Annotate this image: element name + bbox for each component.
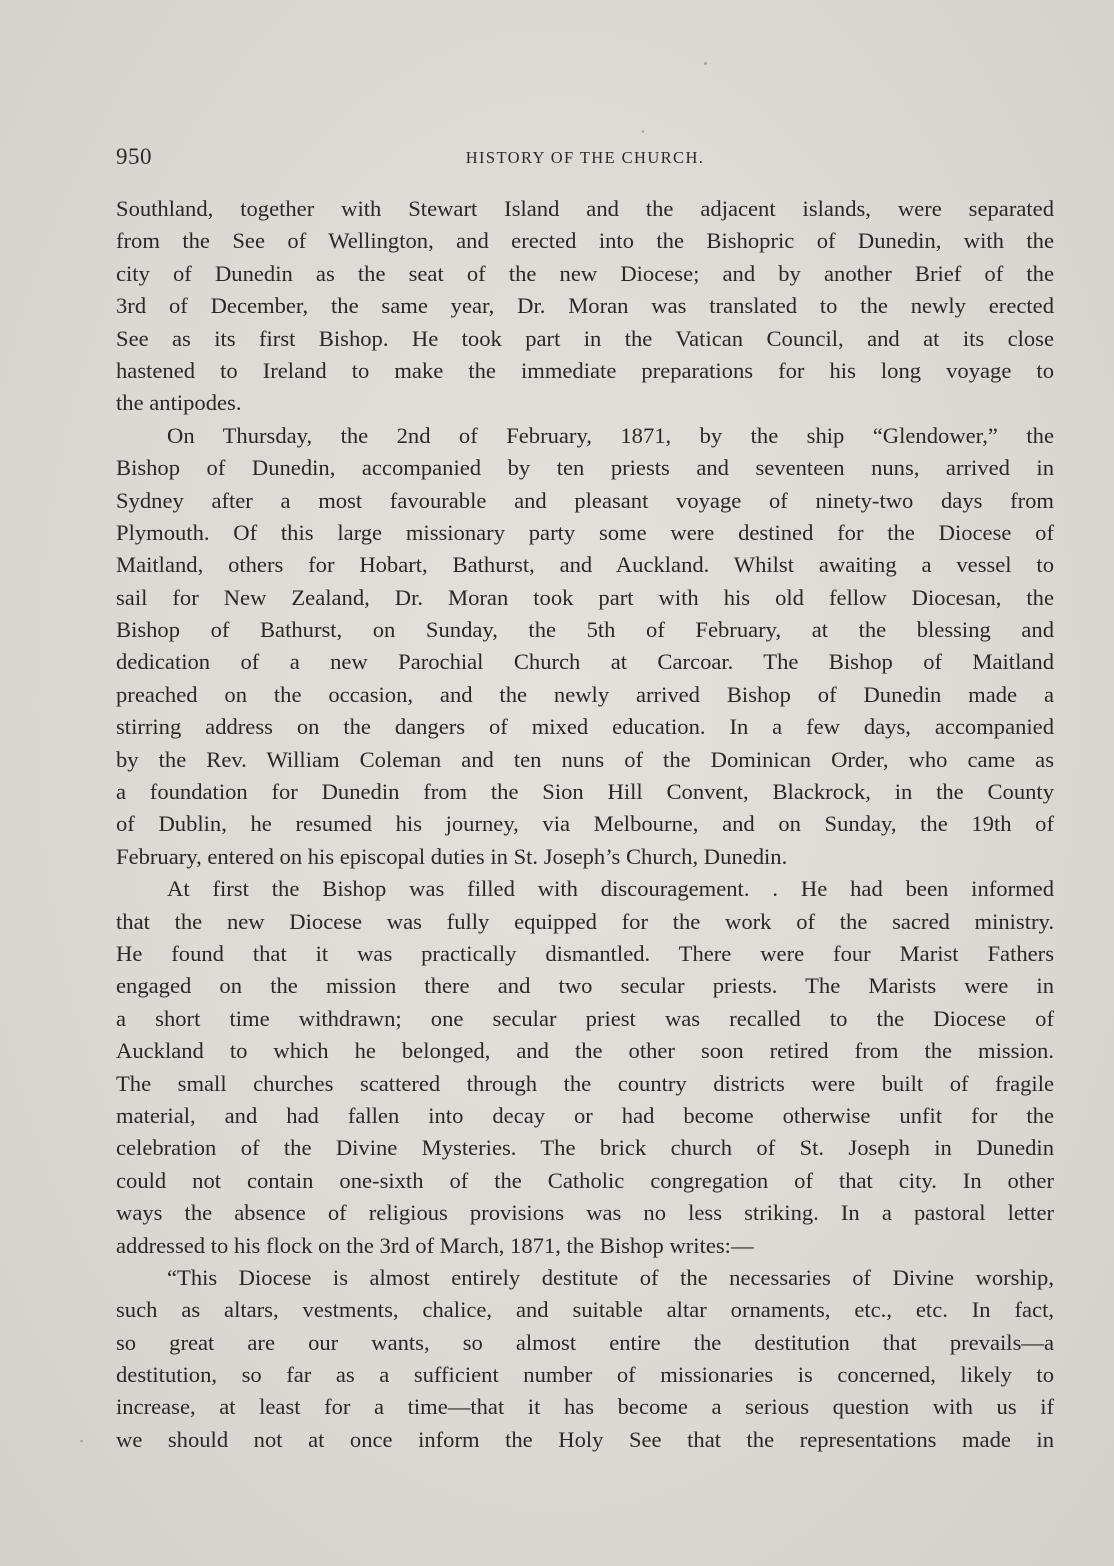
text-line: engaged on the mission there and two secular priests. The Marists were in	[116, 973, 1054, 999]
paragraph	[116, 420, 1054, 873]
text-line: could not contain one-sixth of the Catholic congregation of that city. In other	[116, 1167, 1054, 1193]
text-line: hastened to Ireland to make the immediate preparations for his long voyage to	[116, 357, 1054, 383]
body-text	[116, 193, 1054, 1456]
text-line: Bishop of Bathurst, on Sunday, the 5th of February, at the blessing and	[116, 617, 1054, 643]
paper-speck	[80, 1440, 83, 1442]
text-line: On Thursday, the 2nd of February, 1871, by the ship “Glendower,” the	[167, 422, 1054, 448]
text-line: sail for New Zealand, Dr. Moran took part with his old fellow Diocesan, the	[116, 584, 1054, 610]
text-line: by the Rev. William Coleman and ten nuns of the Dominican Order, who came as	[116, 746, 1054, 772]
text-line: ways the absence of religious provisions was no less striking. In a pastoral letter	[116, 1200, 1054, 1226]
page-number: 950	[116, 144, 152, 169]
text-line: Plymouth. Of this large missionary party some were destined for the Diocese of	[116, 519, 1054, 545]
text-line: The small churches scattered through the country districts were built of fragile	[116, 1070, 1054, 1096]
text-line: 3rd of December, the same year, Dr. Moran was translated to the newly erected	[116, 293, 1054, 319]
paragraph	[116, 873, 1054, 1262]
text-line: preached on the occasion, and the newly arrived Bishop of Dunedin made a	[116, 681, 1054, 707]
text-line: Southland, together with Stewart Island and the adjacent islands, were separated	[116, 196, 1054, 221]
text-line: we should not at once inform the Holy See that the representations made in	[116, 1426, 1054, 1452]
text-line: February, entered on his episcopal duties in St. Joseph’s Church, Dunedin.	[116, 843, 788, 869]
running-title: HISTORY OF THE CHURCH.	[465, 148, 705, 167]
text-line: Sydney after a most favourable and pleasant voyage of ninety-two days from	[116, 487, 1054, 513]
text-line: “This Diocese is almost entirely destitute of the necessaries of Divine worship,	[167, 1264, 1054, 1290]
paragraph	[116, 1262, 1054, 1456]
text-line: He found that it was practically dismantled. There were four Marist Fathers	[116, 940, 1054, 966]
text-line: the antipodes.	[116, 390, 242, 416]
paragraph	[116, 193, 1054, 420]
text-line: a foundation for Dunedin from the Sion Hill Convent, Blackrock, in the County	[116, 779, 1054, 805]
text-line: destitution, so far as a sufficient number of missionaries is concerned, likely to	[116, 1362, 1054, 1388]
text-line: so great are our wants, so almost entire the destitution that prevails—a	[116, 1329, 1054, 1355]
text-line: material, and had fallen into decay or had become otherwise unfit for the	[116, 1102, 1054, 1128]
text-line: Bishop of Dunedin, accompanied by ten priests and seventeen nuns, arrived in	[116, 455, 1054, 481]
text-line: that the new Diocese was fully equipped for the work of the sacred ministry.	[116, 908, 1054, 934]
text-line: city of Dunedin as the seat of the new Diocese; and by another Brief of the	[116, 260, 1054, 286]
text-line: from the See of Wellington, and erected into the Bishopric of Dunedin, with the	[116, 228, 1054, 254]
text-line: Auckland to which he belonged, and the other soon retired from the mission.	[116, 1038, 1054, 1064]
paper-speck	[642, 130, 644, 133]
text-line: a short time withdrawn; one secular priest was recalled to the Diocese of	[116, 1005, 1054, 1031]
page-header	[116, 144, 1054, 178]
paper-speck	[704, 62, 707, 65]
text-line: increase, at least for a time—that it has become a serious question with us if	[116, 1394, 1054, 1420]
text-line: such as altars, vestments, chalice, and suitable altar ornaments, etc., etc. In fact,	[116, 1297, 1054, 1323]
text-line: addressed to his flock on the 3rd of March, 1871, the Bishop writes:—	[116, 1232, 754, 1258]
text-line: Maitland, others for Hobart, Bathurst, and Auckland. Whilst awaiting a vessel to	[116, 552, 1054, 578]
text-line: stirring address on the dangers of mixed education. In a few days, accompanied	[116, 714, 1054, 740]
text-line: dedication of a new Parochial Church at Carcoar. The Bishop of Maitland	[116, 649, 1054, 675]
text-line: See as its first Bishop. He took part in the Vatican Council, and at its close	[116, 325, 1054, 351]
text-line: of Dublin, he resumed his journey, via Melbourne, and on Sunday, the 19th of	[116, 811, 1054, 837]
text-line: celebration of the Divine Mysteries. The brick church of St. Joseph in Dunedin	[116, 1135, 1054, 1161]
text-line: At first the Bishop was filled with discouragement. . He had been informed	[167, 876, 1054, 902]
